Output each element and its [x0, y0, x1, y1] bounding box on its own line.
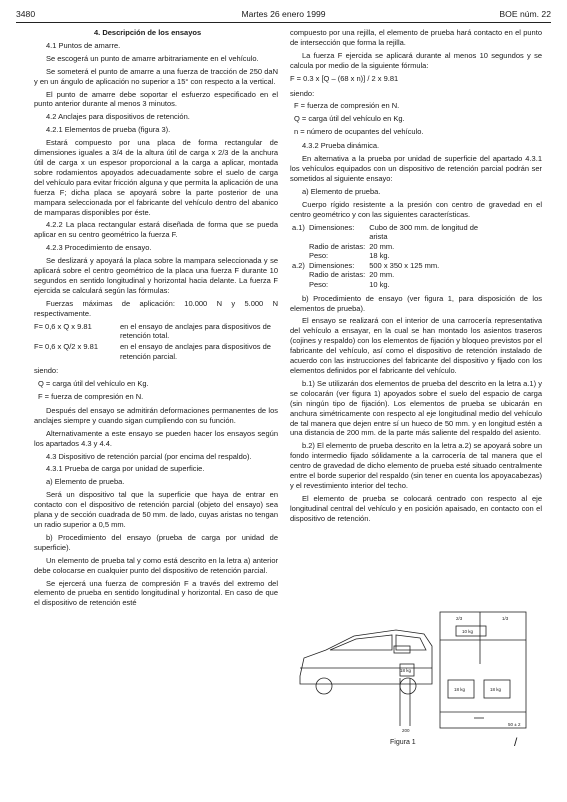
paragraph: Se someterá el punto de amarre a una fuerza de tracción de 250 daN y en un ángulo de aplicación no superior a 15° con respecto a la vertical. [34, 66, 278, 86]
paragraph: Cuerpo rígido resistente a la presión con centro de gravedad en el centro geométrico y con las siguientes características. [290, 199, 542, 219]
radius-value: 20 mm. [369, 241, 395, 251]
front-wheel [316, 678, 332, 694]
radius-key: Radio de aristas: [308, 241, 366, 251]
rear-view-frame [440, 612, 526, 728]
weight-value: 18 kg. [369, 251, 390, 261]
paragraph: Fuerzas máximas de aplicación: 10.000 N y 5.000 N respectivamente. [34, 298, 278, 318]
definition: n = número de ocupantes del vehículo. [294, 127, 424, 137]
paragraph: Un elemento de prueba tal y como está descrito en la letra a) anterior debe colocarse en cualquier punto del dispositivo de retención parcial. [34, 555, 278, 575]
section-heading: 4. Descripción de los ensayos [94, 28, 202, 37]
label-18kg-left: 18 kg [454, 687, 466, 692]
journal-issue: BOE núm. 22 [499, 9, 551, 19]
paragraph: El elemento de prueba se colocará centrado con respecto al eje longitudinal central del vehículo y en posición apaisado, en contacto con el dispositivo de retención. [290, 493, 542, 523]
left-column [34, 28, 278, 611]
siendo-label: siendo: [34, 366, 59, 376]
subsection-heading: 4.2.1 Elementos de prueba (figura 3). [46, 125, 171, 135]
paragraph: La fuerza F ejercida se aplicará durante al menos 10 segundos y se calcula por medio de la siguiente fórmula: [290, 50, 542, 70]
definition: Q = carga útil del vehículo en Kg. [38, 379, 149, 389]
right-column [290, 28, 542, 527]
margin-mark: / [514, 735, 518, 749]
item-heading: a) Elemento de prueba. [46, 477, 125, 487]
dims-key: Dimensiones: [308, 222, 355, 232]
dims-value: 500 x 350 x 125 mm. [369, 260, 440, 270]
header-date: Martes 26 enero 1999 [241, 9, 326, 19]
label-1-3: 1/3 [502, 616, 509, 621]
paragraph: b.1) Se utilizarán dos elementos de prueba del descrito en la letra a.1) y se colocarán (ver figura 1) apoyados sobre el suelo del espacio de carga (sin ningún tipo de fijación). Los elementos de prueba se ubicarán en anchura simétricamente con respecto al eje longitudinal medio del vehículo de tal manera que dejen entre sí un hueco de 50 mm. y en longitud estén a una distancia de 200 mm. de la parte más saliente del respaldo del asiento. [290, 378, 542, 438]
subsection-heading: 4.1 Puntos de amarre. [46, 40, 121, 50]
formula: F = 0.3 x [Q – (68 x n)] / 2 x 9.81 [290, 73, 399, 83]
subsection-heading: 4.3.2 Prueba dinámica. [302, 141, 380, 151]
page-header [16, 9, 551, 21]
radius-value: 20 mm. [369, 270, 395, 280]
paragraph: Se deslizará y apoyará la placa sobre la mampara seleccionada y se aplicará sobre el centro geométrico de la placa una fuerza F durante 10 segundos en sentido longitudinal y horizontal hacia delante. La fuerza F ejercida se calculará según las fórmulas: [34, 256, 278, 295]
paragraph: Alternativamente a este ensayo se pueden hacer los ensayos según los apartados 4.3 y 4.4. [34, 428, 278, 448]
paragraph: El ensayo se realizará con el interior de una carrocería representativa del vehículo a ensayar, en la cual se han montado los asientos traseros (cojines y respaldo) con los elementos de fijación y bloqueo previstos por el fabricante del vehículo, así como el dispositivo de retención instalado de acuerdo con las instrucciones del fabricante del dispositivo y fijado con los elementos definidos por el fabricante del vehículo. [290, 316, 542, 375]
definition: F = fuerza de compresión en N. [294, 101, 400, 111]
dimensions-table [290, 223, 481, 290]
dims-value: Cubo de 300 mm. de longitud de arista [369, 222, 479, 242]
label-50: 50 ± 2 [508, 722, 521, 727]
paragraph: b.2) El elemento de prueba descrito en la letra a.2) se apoyará sobre un fondo intermedio fijado sólidamente a la carrocería de tal manera que el centro de gravedad de dicho elemento de prueba esté situado centralmente entre el borde superior del respaldo (sin tener en cuenta los apoyacabezas) y el revestimiento interior del techo. [290, 441, 542, 490]
definition: F = fuerza de compresión en N. [38, 392, 144, 401]
dims-key: Dimensiones: [308, 260, 355, 270]
item-label: a.1) [292, 222, 305, 232]
label-18kg-side: 18 kg [400, 668, 412, 673]
weight-key: Peso: [308, 251, 329, 261]
paragraph: Estará compuesto por una placa de forma rectangular de dimensiones iguales a 3/4 de la altura útil de carga x 2/3 de la anchura útil de carga x un espesor proporcional a la carga a aplicar, montada sobre rodamientos apoyados adecuadamente sobre el suelo de carga del vehículo para evitar fricción alguna y que permita la aplicación de una fuerza F; dicha placa se apoyará sobre la parte posterior de una mampara seleccionada por el fabricante del vehículo dentro del abanico de mamparas disponibles por éste. [34, 138, 278, 217]
car-window [330, 635, 392, 650]
label-10kg: 10 kg [462, 629, 474, 634]
subsection-heading: 4.3 Dispositivo de retención parcial (por encima del respaldo). [46, 451, 252, 461]
formula-description: en el ensayo de anclajes para dispositivos de retención total. [120, 321, 271, 341]
paragraph: Se ejercerá una fuerza de compresión F a través del extremo del elemento de prueba en sentido longitudinal y horizontal. En caso de que el dispositivo de retención esté [34, 578, 278, 608]
paragraph: Se escogerá un punto de amarre arbitrariamente en el vehículo. [46, 53, 259, 63]
subsection-heading: 4.2 Anclajes para dispositivos de retención. [46, 112, 190, 122]
formula-row [34, 322, 278, 342]
label-18kg-right: 18 kg [490, 687, 502, 692]
paragraph: 4.2.2 La placa rectangular estará diseñada de forma que se pueda aplicar en su centro geométrico la fuerza F. [34, 220, 278, 240]
page-number: 3480 [16, 9, 36, 19]
subsection-heading: 4.2.3 Procedimiento de ensayo. [46, 243, 152, 253]
radius-key: Radio de aristas: [308, 270, 366, 280]
paragraph: Después del ensayo se admitirán deformaciones permanentes de los anclajes siempre y cuando sigan cumpliendo con su función. [34, 405, 278, 425]
item-heading: b) Procedimiento de ensayo (ver figura 1, para disposición de los elementos de prueba). [290, 293, 542, 313]
item-heading: b) Procedimiento del ensayo (prueba de carga por unidad de superficie). [34, 532, 278, 552]
formula: F= 0,6 x Q/2 x 9.81 [34, 342, 98, 352]
figure-1-drawing [296, 606, 530, 736]
item-heading: a) Elemento de prueba. [302, 186, 381, 196]
formula: F= 0,6 x Q x 9.81 [34, 321, 92, 331]
paragraph: En alternativa a la prueba por unidad de superficie del apartado 4.3.1 los vehículos equipados con un dispositivo de retención parcial podrán ser sometidos al siguiente ensayo: [290, 154, 542, 183]
definition: Q = carga útil del vehículo en Kg. [294, 114, 405, 124]
subsection-heading: 4.3.1 Prueba de carga por unidad de superficie. [46, 464, 205, 474]
weight-key: Peso: [308, 280, 329, 290]
header-rule [16, 22, 551, 23]
formula-description: en el ensayo de anclajes para dispositivos de retención parcial. [120, 342, 271, 362]
car-rear-window [396, 635, 426, 650]
formula-row [34, 342, 278, 362]
item-label: a.2) [292, 260, 305, 270]
label-2-3: 2/3 [456, 616, 463, 621]
paragraph: compuesto por una rejilla, el elemento de prueba hará contacto en el punto de intersección que forma la rejilla. [290, 28, 542, 47]
rear-wheel [400, 678, 416, 694]
paragraph: Será un dispositivo tal que la superficie que haya de entrar en contacto con el dispositivo de retención parcial (objeto del ensayo) sea plana y de sección cuadrada de 50 mm. de lado, cuyas aristas no tengan un radio superior a 0,5 mm. [34, 490, 278, 529]
label-200: 200 [402, 728, 410, 733]
siendo-label: siendo: [290, 88, 315, 98]
figure-caption: Figura 1 [390, 739, 416, 746]
weight-value: 10 kg. [369, 280, 390, 290]
paragraph: El punto de amarre debe soportar el esfuerzo especificado en el punto anterior durante al menos 3 minutos. [34, 89, 278, 109]
